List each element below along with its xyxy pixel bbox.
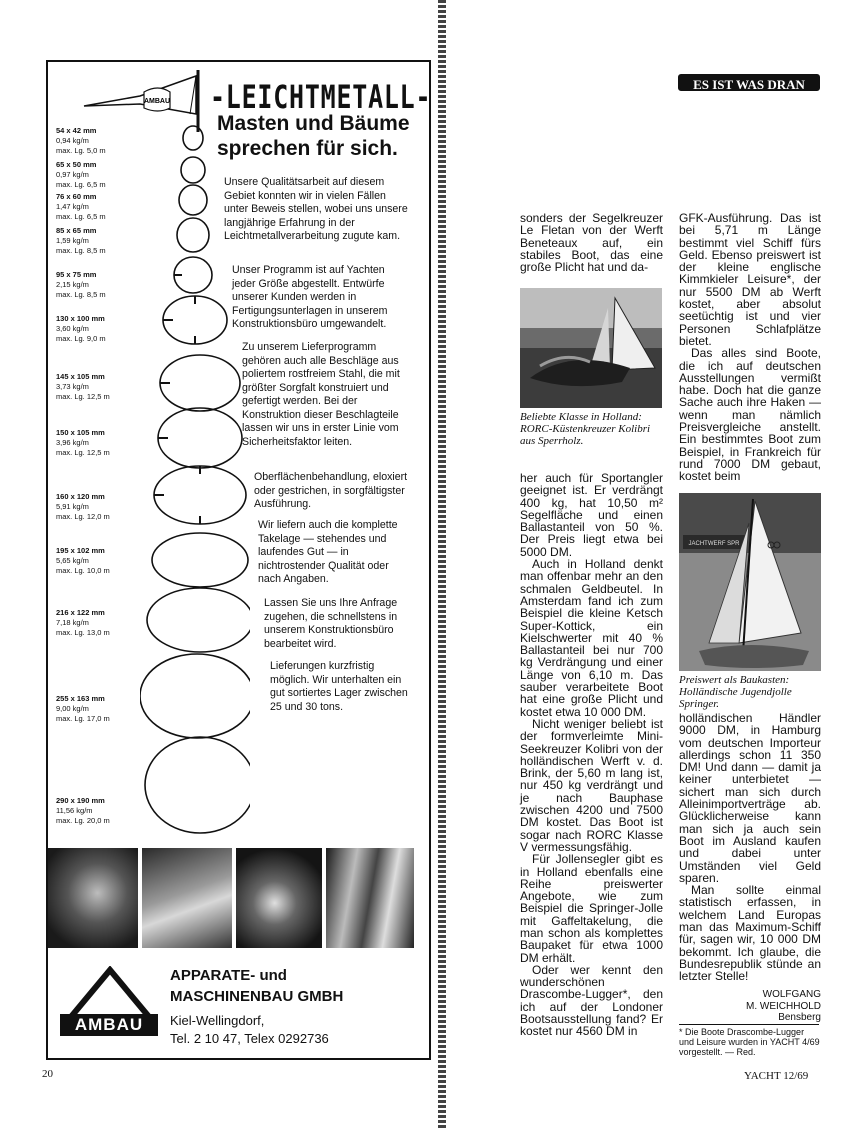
spec-max-length: max. Lg. 17,0 m xyxy=(56,714,110,723)
ad-paragraph-1: Unsere Qualitätsarbeit auf diesem Gebiet konnten wir in vielen Fällen unter Beweis stellen, wobei uns unsere langjährige Erfahrung in der Leichtmetallverarbeitung zugute kam. xyxy=(224,176,408,242)
company-name xyxy=(170,965,343,1007)
page-spine xyxy=(438,0,446,1130)
mast-spec-item xyxy=(56,492,110,522)
signature-line3: Bensberg xyxy=(778,1012,821,1023)
spec-weight: 2,15 kg/m xyxy=(56,280,89,289)
spec-weight: 5,91 kg/m xyxy=(56,502,89,511)
profile-195x102 xyxy=(152,533,248,587)
fitting-photo-1 xyxy=(48,848,138,948)
spec-size: 54 x 42 mm xyxy=(56,126,97,135)
spec-size: 95 x 75 mm xyxy=(56,270,97,279)
profile-160x120 xyxy=(154,466,246,524)
profile-150x105 xyxy=(158,408,242,468)
spec-weight: 3,60 kg/m xyxy=(56,324,89,333)
spec-size: 85 x 65 mm xyxy=(56,226,97,235)
profile-145x105 xyxy=(160,355,240,411)
fitting-photo-4 xyxy=(326,848,414,948)
footnote-rule xyxy=(679,1024,819,1025)
company-address xyxy=(170,1012,329,1048)
fitting-photo-2 xyxy=(142,848,232,948)
article-col1-top: sonders der Segelkreuzer Le Fletan von der Werft Beneteaux auf, ein stabiles Boot, das eine große Plicht hat und da- xyxy=(520,211,663,275)
spec-weight: 1,59 kg/m xyxy=(56,236,89,245)
article-col2-top xyxy=(679,212,821,483)
spec-size: 195 x 102 mm xyxy=(56,546,105,555)
ad-paragraph-2: Unser Programm ist auf Yachten jeder Größe abgestellt. Entwürfe unserer Kunden werden in Fertigungsunterlagen in unserem Konstruktionsbüro umgewandelt. xyxy=(232,264,388,330)
ad-paragraph-3: Zu unserem Lieferprogramm gehören auch alle Beschläge aus poliertem rostfreiem Stahl, die mit größter Sorgfalt konstruiert und gefertigt werden. Bei der Konstruktion dieser Beschlagteile lassen wir uns in erster Linie vom Sicherheitsfaktor leiten. xyxy=(242,341,400,448)
spec-weight: 11,56 kg/m xyxy=(56,806,93,815)
spec-max-length: max. Lg. 6,5 m xyxy=(56,212,106,221)
col2-paragraph-2: Das alles sind Boote, die ich auf deutschen Ausstellungen vermißt habe. Doch hat die ganze Sache auch ihre Haken — wenn man nämlich Preisvergleiche anstellt. Ein bestimmtes Boot zum Beispiel, in Frankreich für rund 7000 DM gebaut, kostet beim xyxy=(679,346,821,484)
flag-label: AMBAU xyxy=(143,98,171,105)
mast-spec-item xyxy=(56,608,110,638)
mast-spec-item xyxy=(56,126,106,156)
spec-size: 76 x 60 mm xyxy=(56,192,97,201)
article-col1-body xyxy=(520,472,663,1038)
spec-weight: 0,97 kg/m xyxy=(56,170,89,179)
mast-spec-item xyxy=(56,314,106,344)
photo-springer-dinghy xyxy=(679,493,821,671)
spec-size: 255 x 163 mm xyxy=(56,694,105,703)
spec-size: 160 x 120 mm xyxy=(56,492,105,501)
address-line2: Tel. 2 10 47, Telex 0292736 xyxy=(170,1031,329,1046)
ad-headline-line3: sprechen für sich. xyxy=(217,137,398,160)
spec-size: 290 x 190 mm xyxy=(56,796,105,805)
spec-max-length: max. Lg. 20,0 m xyxy=(56,816,110,825)
spec-weight: 5,65 kg/m xyxy=(56,556,89,565)
profile-65x50 xyxy=(181,157,205,183)
mast-spec-item xyxy=(56,270,106,300)
spec-max-length: max. Lg. 12,5 m xyxy=(56,392,110,401)
col1-paragraph-2: Auch in Holland denkt man offenbar mehr an den schmalen Geldbeutel. In Amsterdam fand ich zum Beispiel die kleine Ketsch Super-Kottick, ein Kielschwerter mit 40 % Ballastanteil bei nur 700 kg Verdrängung und einer Länge von 6,10 m. Das sauber verarbeitete Boot hat eine große Plicht und kostet etwa 10 000 DM. xyxy=(520,557,663,719)
article-col2-body xyxy=(679,712,821,983)
profile-216x122 xyxy=(147,588,250,652)
mast-spec-item xyxy=(56,226,106,256)
spec-weight: 3,73 kg/m xyxy=(56,382,89,391)
spec-max-length: max. Lg. 9,0 m xyxy=(56,334,106,343)
address-line1: Kiel-Wellingdorf, xyxy=(170,1013,265,1028)
fitting-photo-3 xyxy=(236,848,322,948)
spec-max-length: max. Lg. 8,5 m xyxy=(56,246,106,255)
ad-headline-line2: Masten und Bäume xyxy=(217,112,410,135)
profile-85x65 xyxy=(177,218,209,252)
profile-255x163 xyxy=(140,654,250,738)
col1-paragraph-3: Nicht weniger beliebt ist der formverleimte Mini-Seekreuzer Kolibri von der holländischen Werft v. d. Brink, der 5,60 m lang ist, nur 450 kg verdrängt und je nach Bauphase zwischen 4200 und 7500 DM kostet. Das Boot ist sogar nach RORC Klasse V vermessungsfähig. xyxy=(520,716,663,854)
footnote: * Die Boote Drascombe-Lugger und Leisure wurden in YACHT 4/69 vorgestellt. — Red. xyxy=(679,1027,820,1057)
spec-max-length: max. Lg. 10,0 m xyxy=(56,566,110,575)
spec-weight: 0,94 kg/m xyxy=(56,136,89,145)
profile-54x42 xyxy=(183,126,203,150)
spec-weight: 9,00 kg/m xyxy=(56,704,89,713)
ambau-logo-text: AMBAU xyxy=(60,1014,158,1036)
page-footer-right: YACHT 12/69 xyxy=(744,1070,809,1082)
mast-spec-item xyxy=(56,546,110,576)
spec-size: 216 x 122 mm xyxy=(56,608,105,617)
mast-spec-item xyxy=(56,796,110,826)
mast-spec-item xyxy=(56,694,110,724)
spec-weight: 1,47 kg/m xyxy=(56,202,89,211)
ad-paragraph-7: Lieferungen kurzfristig möglich. Wir unterhalten ein gut sortiertes Lager zwischen 25 und 30 tons. xyxy=(270,660,408,713)
signature-line1: WOLFGANG xyxy=(762,989,821,1000)
spec-max-length: max. Lg. 12,0 m xyxy=(56,512,110,521)
spec-size: 130 x 100 mm xyxy=(56,314,105,323)
col1-paragraph-1: her auch für Sportangler geeignet ist. Er verdrängt 400 kg, hat 10,50 m² Segelfläche und einen Ballastanteil von 50 %. Der Preis liegt etwa bei 5000 DM. xyxy=(520,471,663,559)
spec-max-length: max. Lg. 5,0 m xyxy=(56,146,106,155)
ad-headline-leichtmetall: -LEICHTMETALL- xyxy=(210,78,432,116)
photo-kolibri-boat xyxy=(520,288,662,408)
mast-spec-item xyxy=(56,372,110,402)
spec-weight: 7,18 kg/m xyxy=(56,618,89,627)
company-line2: MASCHINENBAU GMBH xyxy=(170,988,344,1005)
col2-paragraph-4: Man sollte einmal statistisch erfassen, in welchem Land Europas man das Maximum-Schiff für, sagen wir, 10 000 DM bekommt. Ich glaube, die Bundesrepublik stünde an letzter Stelle! xyxy=(679,883,821,984)
ad-paragraph-5: Wir liefern auch die komplette Takelage — stehendes und laufendes Gut — in nichtrostender Qualität oder nach Angaben. xyxy=(258,519,398,585)
mast-spec-item xyxy=(56,160,106,190)
spec-size: 150 x 105 mm xyxy=(56,428,105,437)
spec-max-length: max. Lg. 6,5 m xyxy=(56,180,106,189)
col2-paragraph-3: holländischen Händler 9000 DM, in Hamburg vom deutschen Importeur allerdings schon 11 350 DM! Und dann — damit ja keiner unterbietet — sichert man sich durch Alleinimportverträge ab. Glücklicherweise kann man sich ja auch sein Boot im Ausland kaufen und dabei unter Umständen viel Geld sparen. xyxy=(679,711,821,885)
spec-max-length: max. Lg. 12,5 m xyxy=(56,448,110,457)
col1-paragraph-5: Oder wer kennt den wunderschönen Drascombe-Lugger*, den ich auf der Londoner Bootsausstellung fand? Er kostet nur 4560 DM in xyxy=(520,962,663,1039)
author-signature xyxy=(679,989,821,1024)
photo-sign-text: JACHTWERF SPR xyxy=(688,541,740,547)
signature-line2: M. WEICHHOLD xyxy=(746,1000,821,1012)
caption-springer: Preiswert als Baukasten: Holländische Jugendjolle Springer. xyxy=(679,674,792,710)
spec-max-length: max. Lg. 8,5 m xyxy=(56,290,106,299)
section-banner: ES IST WAS DRAN xyxy=(678,74,820,91)
col1-paragraph-4: Für Jollensegler gibt es in Holland ebenfalls eine Reihe preiswerter Angebote, wie zum Beispiel die Springer-Jolle mit Gaffeltakelung, die man schon als komplettes Baupaket für etwa 1000 DM erhält. xyxy=(520,852,663,965)
spec-size: 145 x 105 mm xyxy=(56,372,105,381)
page-number-left: 20 xyxy=(42,1068,53,1080)
profile-76x60 xyxy=(179,185,207,215)
profile-290x190 xyxy=(145,737,250,833)
spec-weight: 3,96 kg/m xyxy=(56,438,89,447)
caption-kolibri: Beliebte Klasse in Holland: RORC-Küstenkreuzer Kolibri aus Sperrholz. xyxy=(520,411,651,447)
ad-paragraph-6: Lassen Sie uns Ihre Anfrage zugehen, die schnellstens in unserem Konstruktionsbüro bearbeitet wird. xyxy=(264,597,398,650)
ad-paragraph-4: Oberflächenbehandlung, eloxiert oder gestrichen, in sorgfältigster Ausführung. xyxy=(254,471,408,510)
spec-max-length: max. Lg. 13,0 m xyxy=(56,628,110,637)
mast-spec-item xyxy=(56,192,106,222)
mast-spec-item xyxy=(56,428,110,458)
spec-size: 65 x 50 mm xyxy=(56,160,97,169)
company-line1: APPARATE- und xyxy=(170,967,287,984)
col2-paragraph-1: GFK-Ausführung. Das ist bei 5,71 m Länge bestimmt viel Schiff fürs Geld. Ebenso preiswert ist der kleine englische Kimmkieler Leisure*, der nur 5500 DM ab Werft kostet, aber absolut seetüchtig ist und vier Personen Schlafplätze bietet. xyxy=(679,211,821,348)
